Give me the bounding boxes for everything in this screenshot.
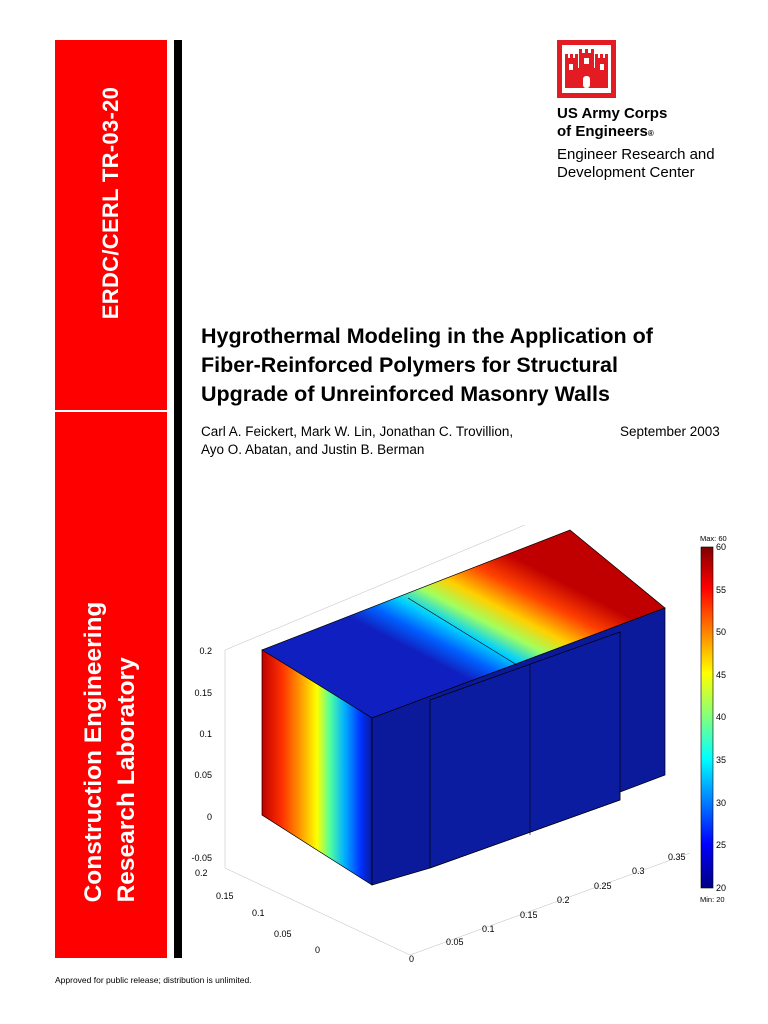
y-tick: 0.2 [195, 868, 208, 878]
x-tick: 0.05 [446, 937, 464, 947]
y-tick: 0 [315, 945, 321, 955]
authors-line-1: Carl A. Feickert, Mark W. Lin, Jonathan C. Trovillion, [201, 424, 514, 439]
report-title [201, 322, 746, 409]
colorbar-tick: 50 [716, 627, 727, 637]
castle-icon [557, 40, 616, 98]
y-tick: 0.15 [216, 891, 234, 901]
x-tick: 0.25 [594, 881, 612, 891]
y-tick: 0.05 [274, 929, 292, 939]
lab-name-line-1: Construction Engineering [80, 601, 107, 903]
organization-name [557, 105, 667, 143]
lab-name-line-2: Research Laboratory [113, 657, 140, 903]
model-block [262, 530, 665, 885]
sidebar-black-bar [174, 40, 182, 958]
authors [201, 423, 513, 459]
x-tick: 0 [409, 954, 415, 964]
org-name-line-2-text: of Engineers [557, 123, 648, 140]
colorbar-tick: 30 [716, 798, 727, 808]
registered-mark: ® [647, 129, 654, 138]
z-tick: 0.15 [194, 688, 212, 698]
x-tick: 0.35 [668, 852, 686, 862]
colorbar-tick: 40 [716, 712, 727, 722]
z-tick: 0.05 [194, 770, 212, 780]
z-tick: 0.1 [199, 729, 212, 739]
x-tick: 0.1 [482, 924, 495, 934]
x-axis-ticks [409, 852, 686, 964]
title-line-2: Fiber-Reinforced Polymers for Structural [201, 353, 618, 377]
z-tick: -0.05 [191, 853, 212, 863]
distribution-statement: Approved for public release; distribution is unlimited. [55, 975, 252, 985]
x-tick: 0.3 [632, 866, 645, 876]
colorbar-tick: 20 [716, 883, 727, 893]
colorbar-min-label: Min: 20 [700, 895, 725, 904]
colorbar-tick: 60 [716, 542, 727, 552]
z-axis-ticks [191, 646, 212, 863]
center-name-line-2: Development Center [557, 164, 695, 181]
cover-figure [183, 525, 743, 965]
x-tick: 0.15 [520, 910, 538, 920]
sidebar-divider [55, 410, 167, 412]
colorbar-tick: 55 [716, 585, 727, 595]
title-line-3: Upgrade of Unreinforced Masonry Walls [201, 382, 610, 406]
colorbar-max-label: Max: 60 [700, 534, 727, 543]
org-name-line-2 [557, 123, 667, 143]
org-name-line-1: US Army Corps [557, 105, 668, 122]
authors-line-2: Ayo O. Abatan, and Justin B. Berman [201, 442, 425, 457]
laboratory-name [77, 602, 143, 903]
colorbar-tick: 25 [716, 840, 727, 850]
colorbar-tick: 35 [716, 755, 727, 765]
center-name [557, 146, 715, 182]
y-tick: 0.1 [252, 908, 265, 918]
z-tick: 0.2 [199, 646, 212, 656]
report-date: September 2003 [620, 424, 720, 439]
colorbar [700, 534, 727, 904]
y-axis-ticks [195, 868, 320, 955]
center-name-line-1: Engineer Research and [557, 146, 715, 163]
x-tick: 0.2 [557, 895, 570, 905]
report-number: ERDC/CERL TR-03-20 [98, 86, 123, 320]
colorbar-tick: 45 [716, 670, 727, 680]
z-tick: 0 [206, 812, 212, 822]
title-line-1: Hygrothermal Modeling in the Application of [201, 324, 653, 348]
